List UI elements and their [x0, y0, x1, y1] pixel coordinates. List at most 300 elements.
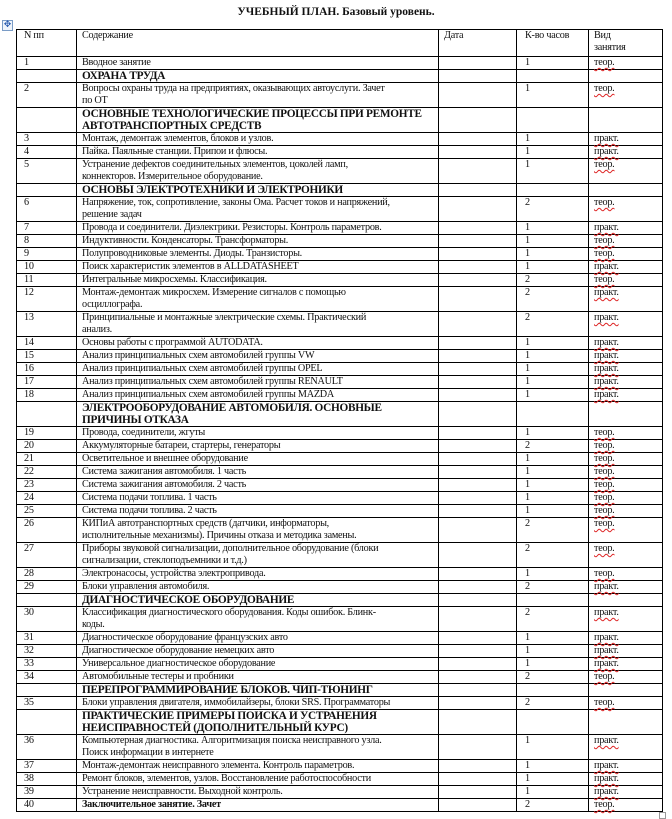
- section-title: ДИАГНОСТИЧЕСКОЕ ОБОРУДОВАНИЕ: [77, 594, 439, 607]
- row-number: 19: [17, 427, 77, 440]
- lesson-hours: 1: [517, 235, 589, 248]
- table-row: [17, 799, 663, 812]
- table-row: [17, 645, 663, 658]
- lesson-type: [589, 505, 663, 518]
- lesson-type: [589, 70, 663, 83]
- lesson-content: Система зажигания автомобиля. 1 часть: [77, 466, 439, 479]
- lesson-type: [589, 261, 663, 274]
- lesson-type: [589, 760, 663, 773]
- lesson-hours: 1: [517, 222, 589, 235]
- lesson-type: [589, 684, 663, 697]
- lesson-hours: 1: [517, 57, 589, 70]
- lesson-content: Компьютерная диагностика. Алгоритмизация поиска неисправного узла. Поиск информации в интернете: [77, 735, 439, 760]
- table-row: [17, 466, 663, 479]
- lesson-date: [439, 222, 517, 235]
- lesson-type: [589, 658, 663, 671]
- table-row: [17, 479, 663, 492]
- lesson-type-text: практ.: [594, 133, 619, 144]
- lesson-type: [589, 453, 663, 466]
- header-content: Содержание: [77, 30, 439, 57]
- table-move-handle-icon[interactable]: ✥: [3, 20, 12, 30]
- lesson-hours: 1: [517, 363, 589, 376]
- row-number: 14: [17, 337, 77, 350]
- lesson-hours: 1: [517, 645, 589, 658]
- section-title: ОСНОВНЫЕ ТЕХНОЛОГИЧЕСКИЕ ПРОЦЕССЫ ПРИ РЕМОНТЕ АВТОТРАНСПОРТНЫХ СРЕДСТВ: [77, 108, 439, 133]
- lesson-content: Анализ принципиальных схем автомобилей группы RENAULT: [77, 376, 439, 389]
- lesson-type-text: практ.: [594, 261, 619, 272]
- row-number: 31: [17, 632, 77, 645]
- table-row: [17, 518, 663, 543]
- lesson-hours: 1: [517, 466, 589, 479]
- lesson-content: Система подачи топлива. 2 часть: [77, 505, 439, 518]
- table-row: [17, 658, 663, 671]
- lesson-content: Блоки управления автомобиля.: [77, 581, 439, 594]
- row-number: 12: [17, 287, 77, 312]
- lesson-content: Устранение дефектов соединительных элементов, цоколей ламп, коннекторов. Измерительное оборудование.: [77, 159, 439, 184]
- table-row: [17, 492, 663, 505]
- row-number: 7: [17, 222, 77, 235]
- section-title: ПЕРЕПРОГРАММИРОВАНИЕ БЛОКОВ. ЧИП-ТЮНИНГ: [77, 684, 439, 697]
- lesson-date: [439, 594, 517, 607]
- lesson-type: [589, 786, 663, 799]
- row-number: 29: [17, 581, 77, 594]
- lesson-date: [439, 184, 517, 197]
- document-title: УЧЕБНЫЙ ПЛАН. Базовый уровень.: [237, 6, 435, 18]
- lesson-hours: 2: [517, 581, 589, 594]
- row-number: 4: [17, 146, 77, 159]
- lesson-type-text: теор.: [594, 505, 615, 516]
- lesson-date: [439, 146, 517, 159]
- lesson-hours: [517, 594, 589, 607]
- lesson-type-text: теор.: [594, 197, 615, 208]
- lesson-hours: 1: [517, 133, 589, 146]
- row-number: [17, 402, 77, 427]
- lesson-hours: 2: [517, 607, 589, 632]
- row-number: 8: [17, 235, 77, 248]
- lesson-type: [589, 350, 663, 363]
- lesson-content: Система подачи топлива. 1 часть: [77, 492, 439, 505]
- table-row: [17, 248, 663, 261]
- row-number: 39: [17, 786, 77, 799]
- lesson-date: [439, 492, 517, 505]
- header-type: Вид занятия: [589, 30, 663, 57]
- lesson-date: [439, 632, 517, 645]
- lesson-content: Пайка. Паяльные станции. Припои и флюсы.: [77, 146, 439, 159]
- lesson-type: [589, 735, 663, 760]
- section-header-row: [17, 402, 663, 427]
- lesson-type: [589, 376, 663, 389]
- row-number: 5: [17, 159, 77, 184]
- lesson-hours: 1: [517, 492, 589, 505]
- lesson-type: [589, 184, 663, 197]
- table-row: [17, 697, 663, 710]
- lesson-type-text: практ.: [594, 658, 619, 669]
- row-number: 24: [17, 492, 77, 505]
- row-number: 6: [17, 197, 77, 222]
- lesson-date: [439, 518, 517, 543]
- lesson-hours: 1: [517, 479, 589, 492]
- table-row: [17, 760, 663, 773]
- lesson-type-text: практ.: [594, 287, 619, 298]
- row-number: 16: [17, 363, 77, 376]
- lesson-date: [439, 568, 517, 581]
- lesson-type-text: практ.: [594, 312, 619, 323]
- lesson-type: [589, 607, 663, 632]
- lesson-type: [589, 518, 663, 543]
- lesson-date: [439, 261, 517, 274]
- table-row: [17, 83, 663, 108]
- lesson-hours: 2: [517, 287, 589, 312]
- lesson-content: Монтаж, демонтаж элементов, блоков и узлов.: [77, 133, 439, 146]
- lesson-type-text: практ.: [594, 645, 619, 656]
- table-row: [17, 427, 663, 440]
- lesson-date: [439, 710, 517, 735]
- lesson-date: [439, 427, 517, 440]
- lesson-date: [439, 274, 517, 287]
- table-row: [17, 389, 663, 402]
- lesson-hours: [517, 402, 589, 427]
- lesson-date: [439, 760, 517, 773]
- lesson-date: [439, 671, 517, 684]
- lesson-type-text: теор.: [594, 466, 615, 477]
- lesson-hours: 1: [517, 350, 589, 363]
- lesson-type-text: теор.: [594, 427, 615, 438]
- section-header-row: [17, 70, 663, 83]
- lesson-content: Вводное занятие: [77, 57, 439, 70]
- lesson-date: [439, 159, 517, 184]
- lesson-date: [439, 312, 517, 337]
- lesson-content: Осветительное и внешнее оборудование: [77, 453, 439, 466]
- lesson-type-text: практ.: [594, 389, 619, 400]
- lesson-date: [439, 466, 517, 479]
- row-number: 9: [17, 248, 77, 261]
- lesson-type-text: практ.: [594, 350, 619, 361]
- curriculum-table: [16, 29, 663, 812]
- lesson-content: Диагностическое оборудование французских авто: [77, 632, 439, 645]
- row-number: 34: [17, 671, 77, 684]
- lesson-type: [589, 57, 663, 70]
- section-header-row: [17, 594, 663, 607]
- table-row: [17, 581, 663, 594]
- table-row: [17, 773, 663, 786]
- lesson-type-text: практ.: [594, 222, 619, 233]
- lesson-type: [589, 492, 663, 505]
- lesson-type-text: теор.: [594, 518, 615, 529]
- lesson-type: [589, 287, 663, 312]
- lesson-date: [439, 684, 517, 697]
- lesson-content: Заключительное занятие. Зачет: [77, 799, 439, 812]
- lesson-content: Ремонт блоков, элементов, узлов. Восстановление работоспособности: [77, 773, 439, 786]
- lesson-content: Монтаж-демонтаж микросхем. Измерение сигналов с помощью осциллографа.: [77, 287, 439, 312]
- table-row: [17, 222, 663, 235]
- row-number: 36: [17, 735, 77, 760]
- row-number: [17, 594, 77, 607]
- row-number: 20: [17, 440, 77, 453]
- lesson-content: Анализ принципиальных схем автомобилей группы MAZDA: [77, 389, 439, 402]
- lesson-hours: 2: [517, 671, 589, 684]
- lesson-content: Поиск характеристик элементов в ALLDATASHEET: [77, 261, 439, 274]
- section-title: ПРАКТИЧЕСКИЕ ПРИМЕРЫ ПОИСКА И УСТРАНЕНИЯ НЕИСПРАВНОСТЕЙ (ДОПОЛНИТЕЛЬНЫЙ КУРС): [77, 710, 439, 735]
- lesson-type: [589, 133, 663, 146]
- lesson-date: [439, 83, 517, 108]
- table-row: [17, 133, 663, 146]
- row-number: 17: [17, 376, 77, 389]
- lesson-hours: 2: [517, 799, 589, 812]
- table-row: [17, 786, 663, 799]
- table-row: [17, 453, 663, 466]
- row-number: 40: [17, 799, 77, 812]
- lesson-hours: 1: [517, 632, 589, 645]
- table-row: [17, 57, 663, 70]
- lesson-type: [589, 479, 663, 492]
- lesson-hours: 2: [517, 440, 589, 453]
- lesson-date: [439, 799, 517, 812]
- lesson-date: [439, 350, 517, 363]
- lesson-type-text: теор.: [594, 671, 615, 682]
- lesson-content: Анализ принципиальных схем автомобилей группы VW: [77, 350, 439, 363]
- lesson-type-text: теор.: [594, 235, 615, 246]
- lesson-content: Аккумуляторные батареи, стартеры, генераторы: [77, 440, 439, 453]
- lesson-content: Провода и соединители. Диэлектрики. Резисторы. Контроль параметров.: [77, 222, 439, 235]
- lesson-hours: 1: [517, 159, 589, 184]
- row-number: 3: [17, 133, 77, 146]
- table-row: [17, 568, 663, 581]
- row-number: [17, 108, 77, 133]
- lesson-type-text: теор.: [594, 159, 615, 170]
- lesson-type-text: теор.: [594, 83, 615, 94]
- section-header-row: [17, 684, 663, 697]
- table-row: [17, 505, 663, 518]
- lesson-content: Диагностическое оборудование немецких авто: [77, 645, 439, 658]
- lesson-date: [439, 337, 517, 350]
- table-row: [17, 671, 663, 684]
- lesson-type: [589, 235, 663, 248]
- row-number: 23: [17, 479, 77, 492]
- row-number: [17, 184, 77, 197]
- lesson-date: [439, 607, 517, 632]
- lesson-type: [589, 645, 663, 658]
- lesson-date: [439, 479, 517, 492]
- section-header-row: [17, 108, 663, 133]
- lesson-type: [589, 581, 663, 594]
- table-row: [17, 287, 663, 312]
- lesson-type-text: теор.: [594, 453, 615, 464]
- lesson-type-text: теор.: [594, 274, 615, 285]
- lesson-hours: 1: [517, 146, 589, 159]
- header-hours: К-во часов: [517, 30, 589, 57]
- lesson-type-text: практ.: [594, 337, 619, 348]
- lesson-hours: 2: [517, 518, 589, 543]
- row-number: 30: [17, 607, 77, 632]
- lesson-content: Универсальное диагностическое оборудование: [77, 658, 439, 671]
- lesson-hours: 1: [517, 453, 589, 466]
- lesson-type: [589, 427, 663, 440]
- lesson-date: [439, 773, 517, 786]
- row-number: 15: [17, 350, 77, 363]
- lesson-type: [589, 632, 663, 645]
- table-row: [17, 607, 663, 632]
- section-title: ОСНОВЫ ЭЛЕКТРОТЕХНИКИ И ЭЛЕКТРОНИКИ: [77, 184, 439, 197]
- lesson-content: Классификация диагностического оборудования. Коды ошибок. Блинк- коды.: [77, 607, 439, 632]
- table-row: [17, 363, 663, 376]
- table-header-row: [17, 30, 663, 57]
- lesson-date: [439, 697, 517, 710]
- table-row: [17, 337, 663, 350]
- row-number: 21: [17, 453, 77, 466]
- lesson-type-text: теор.: [594, 697, 615, 708]
- lesson-hours: 1: [517, 83, 589, 108]
- lesson-type: [589, 389, 663, 402]
- section-header-row: [17, 184, 663, 197]
- lesson-type: [589, 108, 663, 133]
- row-number: [17, 70, 77, 83]
- lesson-content: КИПиА автотранспортных средств (датчики, информаторы, исполнительные механизмы). Причины отказа и методика замены.: [77, 518, 439, 543]
- lesson-hours: 1: [517, 505, 589, 518]
- lesson-content: Система зажигания автомобиля. 2 часть: [77, 479, 439, 492]
- lesson-hours: 2: [517, 197, 589, 222]
- lesson-type-text: практ.: [594, 146, 619, 157]
- header-date: Дата: [439, 30, 517, 57]
- row-number: 11: [17, 274, 77, 287]
- lesson-hours: 2: [517, 697, 589, 710]
- lesson-type: [589, 83, 663, 108]
- lesson-type-text: практ.: [594, 773, 619, 784]
- lesson-type-text: практ.: [594, 735, 619, 746]
- lesson-hours: [517, 108, 589, 133]
- table-row: [17, 312, 663, 337]
- lesson-content: Основы работы с программой AUTODATA.: [77, 337, 439, 350]
- lesson-type: [589, 248, 663, 261]
- row-number: [17, 710, 77, 735]
- row-number: 22: [17, 466, 77, 479]
- lesson-type: [589, 440, 663, 453]
- section-title: ЭЛЕКТРООБОРУДОВАНИЕ АВТОМОБИЛЯ. ОСНОВНЫЕ ПРИЧИНЫ ОТКАЗА: [77, 402, 439, 427]
- lesson-type-text: практ.: [594, 581, 619, 592]
- row-number: 1: [17, 57, 77, 70]
- table-row: [17, 350, 663, 363]
- table-row: [17, 440, 663, 453]
- lesson-type-text: практ.: [594, 363, 619, 374]
- row-number: 10: [17, 261, 77, 274]
- row-number: 38: [17, 773, 77, 786]
- lesson-date: [439, 645, 517, 658]
- lesson-date: [439, 197, 517, 222]
- lesson-type: [589, 146, 663, 159]
- lesson-date: [439, 248, 517, 261]
- lesson-content: Устранение неисправности. Выходной контроль.: [77, 786, 439, 799]
- lesson-hours: [517, 184, 589, 197]
- row-number: 25: [17, 505, 77, 518]
- lesson-hours: 2: [517, 274, 589, 287]
- lesson-hours: 1: [517, 658, 589, 671]
- lesson-content: Автомобильные тестеры и пробники: [77, 671, 439, 684]
- row-number: 37: [17, 760, 77, 773]
- row-number: 33: [17, 658, 77, 671]
- lesson-content: Электронасосы, устройства электропривода.: [77, 568, 439, 581]
- lesson-hours: 1: [517, 261, 589, 274]
- table-resize-handle[interactable]: [659, 812, 666, 819]
- lesson-date: [439, 453, 517, 466]
- lesson-type-text: теор.: [594, 479, 615, 490]
- lesson-type: [589, 274, 663, 287]
- lesson-type: [589, 697, 663, 710]
- lesson-content: Провода, соединители, жгуты: [77, 427, 439, 440]
- row-number: [17, 684, 77, 697]
- lesson-content: Анализ принципиальных схем автомобилей группы OPEL: [77, 363, 439, 376]
- table-row: [17, 197, 663, 222]
- lesson-hours: 2: [517, 543, 589, 568]
- lesson-date: [439, 235, 517, 248]
- table-row: [17, 146, 663, 159]
- lesson-type-text: практ.: [594, 607, 619, 618]
- lesson-type-text: практ.: [594, 376, 619, 387]
- lesson-hours: 2: [517, 312, 589, 337]
- lesson-type: [589, 773, 663, 786]
- lesson-content: Интегральные микросхемы. Классификация.: [77, 274, 439, 287]
- lesson-type: [589, 799, 663, 812]
- row-number: 32: [17, 645, 77, 658]
- lesson-type-text: теор.: [594, 799, 615, 810]
- row-number: 28: [17, 568, 77, 581]
- row-number: 18: [17, 389, 77, 402]
- lesson-hours: [517, 70, 589, 83]
- lesson-hours: 1: [517, 337, 589, 350]
- lesson-date: [439, 543, 517, 568]
- lesson-hours: 1: [517, 568, 589, 581]
- lesson-type: [589, 710, 663, 735]
- table-row: [17, 376, 663, 389]
- lesson-type: [589, 671, 663, 684]
- lesson-date: [439, 57, 517, 70]
- lesson-date: [439, 70, 517, 83]
- lesson-content: Напряжение, ток, сопротивление, законы Ома. Расчет токов и напряжений, решение задач: [77, 197, 439, 222]
- lesson-date: [439, 505, 517, 518]
- lesson-type: [589, 337, 663, 350]
- lesson-hours: 1: [517, 427, 589, 440]
- lesson-hours: 1: [517, 389, 589, 402]
- lesson-type: [589, 312, 663, 337]
- table-row: [17, 235, 663, 248]
- table-row: [17, 274, 663, 287]
- lesson-hours: 1: [517, 786, 589, 799]
- lesson-date: [439, 389, 517, 402]
- lesson-hours: 1: [517, 735, 589, 760]
- lesson-hours: 1: [517, 773, 589, 786]
- lesson-type: [589, 543, 663, 568]
- lesson-date: [439, 581, 517, 594]
- lesson-hours: [517, 684, 589, 697]
- lesson-content: Монтаж-демонтаж неисправного элемента. Контроль параметров.: [77, 760, 439, 773]
- lesson-date: [439, 440, 517, 453]
- lesson-content: Принципиальные и монтажные электрические схемы. Практический анализ.: [77, 312, 439, 337]
- lesson-type: [589, 568, 663, 581]
- lesson-hours: [517, 710, 589, 735]
- row-number: 27: [17, 543, 77, 568]
- table-row: [17, 159, 663, 184]
- table-row: [17, 543, 663, 568]
- lesson-type-text: практ.: [594, 786, 619, 797]
- lesson-date: [439, 402, 517, 427]
- section-header-row: [17, 710, 663, 735]
- lesson-date: [439, 376, 517, 389]
- lesson-hours: 1: [517, 248, 589, 261]
- lesson-type: [589, 222, 663, 235]
- lesson-type: [589, 363, 663, 376]
- row-number: 2: [17, 83, 77, 108]
- lesson-type-text: теор.: [594, 492, 615, 503]
- lesson-date: [439, 108, 517, 133]
- lesson-type-text: теор.: [594, 248, 615, 259]
